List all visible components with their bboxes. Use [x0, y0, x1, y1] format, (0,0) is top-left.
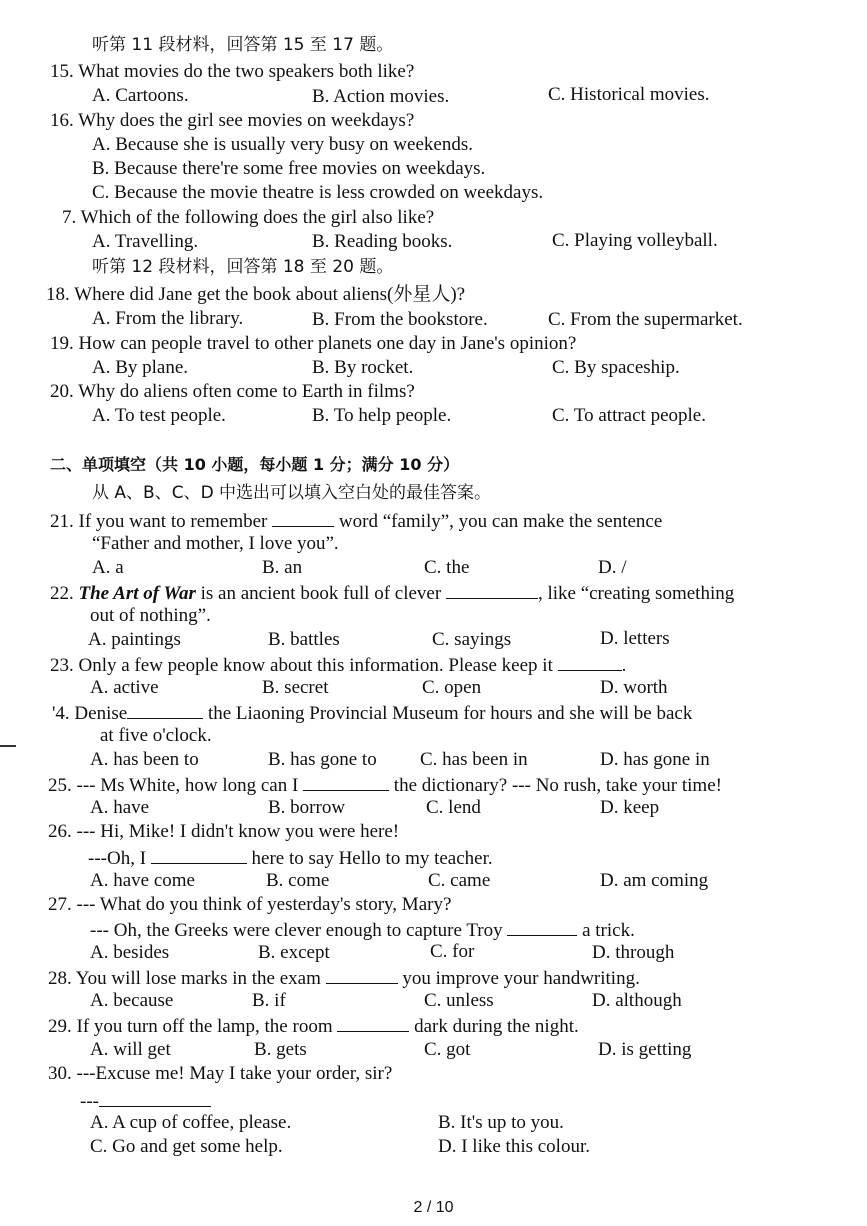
- q26-option-b: B. come: [266, 870, 330, 891]
- q30-dash: ---: [80, 1091, 99, 1112]
- listening-intro-12: 听第 12 段材料，回答第 18 至 20 题。: [92, 257, 394, 277]
- q24-option-c: C. has been in: [420, 749, 528, 770]
- q21-stem-part1: 21. If you want to remember: [50, 511, 268, 532]
- q26-stem: 26. --- Hi, Mike! I didn't know you were here!: [48, 821, 400, 842]
- q24-stem-part2: the Liaoning Provincial Museum for hours and she will be back: [207, 703, 693, 724]
- q18-option-c: C. From the supermarket.: [548, 309, 743, 330]
- q22-book-title: The Art of War: [78, 583, 196, 604]
- q29-stem-part1: 29. If you turn off the lamp, the room: [48, 1016, 333, 1037]
- q15-stem: 15. What movies do the two speakers both like?: [50, 61, 415, 82]
- q18-stem: 18. Where did Jane get the book about aliens(外星人)?: [46, 284, 466, 305]
- q21-option-a: A. a: [92, 557, 124, 578]
- q20-option-a: A. To test people.: [92, 405, 226, 426]
- q26-dialogue: [88, 846, 493, 870]
- answer-blank: [337, 1014, 409, 1032]
- q28-option-c: C. unless: [424, 990, 494, 1011]
- q15-option-a: A. Cartoons.: [92, 85, 189, 106]
- q19-option-a: A. By plane.: [92, 357, 189, 378]
- q23-option-b: B. secret: [262, 677, 329, 698]
- answer-blank: [127, 701, 203, 719]
- q29-option-b: B. gets: [254, 1039, 307, 1060]
- margin-mark: [0, 745, 16, 747]
- page-number: 2 / 10: [413, 1199, 454, 1216]
- q29-option-a: A. will get: [90, 1039, 171, 1060]
- q20-option-b: B. To help people.: [312, 405, 452, 426]
- q22-option-b: B. battles: [268, 629, 340, 650]
- q21-stem-part2: word “family”, you can make the sentence: [338, 511, 663, 532]
- q19-stem: 19. How can people travel to other planets one day in Jane's opinion?: [50, 333, 577, 354]
- section-instructions: 从 A、B、C、D 中选出可以填入空白处的最佳答案。: [92, 483, 492, 503]
- q18-option-b: B. From the bookstore.: [312, 309, 488, 330]
- q16-option-c: C. Because the movie theatre is less crowded on weekdays.: [92, 182, 544, 203]
- q25-stem-part2: the dictionary? --- No rush, take your time!: [393, 775, 722, 796]
- q25-option-c: C. lend: [426, 797, 481, 818]
- q23-option-a: A. active: [90, 677, 159, 698]
- q30-option-d: D. I like this colour.: [438, 1136, 590, 1157]
- q23-option-d: D. worth: [600, 677, 668, 698]
- q16-option-a: A. Because she is usually very busy on weekends.: [92, 134, 473, 155]
- q21-option-d: D. /: [598, 557, 627, 578]
- q19-option-c: C. By spaceship.: [552, 357, 680, 378]
- q29-option-c: C. got: [424, 1039, 471, 1060]
- q28-option-a: A. because: [90, 990, 174, 1011]
- q30-response: [80, 1089, 211, 1113]
- q16-option-b: B. Because there're some free movies on weekdays.: [92, 158, 486, 179]
- q22-option-c: C. sayings: [432, 629, 512, 650]
- q21-stem: [50, 509, 662, 533]
- q21-stem-line2: “Father and mother, I love you”.: [92, 533, 339, 554]
- q28-stem: [48, 966, 640, 990]
- q22-stem-line2: out of nothing”.: [90, 605, 211, 626]
- q20-stem: 20. Why do aliens often come to Earth in films?: [50, 381, 415, 402]
- q17-stem: 7. Which of the following does the girl also like?: [62, 207, 435, 228]
- q22-option-a: A. paintings: [88, 629, 181, 650]
- q20-option-c: C. To attract people.: [552, 405, 706, 426]
- q28-option-d: D. although: [592, 990, 682, 1011]
- q24-option-d: D. has gone in: [600, 749, 710, 770]
- q26-dialogue-part2: here to say Hello to my teacher.: [251, 848, 493, 869]
- q26-option-a: A. have come: [90, 870, 195, 891]
- q28-option-b: B. if: [252, 990, 286, 1011]
- section-heading: 二、单项填空（共 10 小题，每小题 1 分；满分 10 分）: [50, 455, 460, 474]
- q27-dialogue-part1: --- Oh, the Greeks were clever enough to capture Troy: [90, 920, 503, 941]
- answer-blank: [326, 966, 398, 984]
- listening-intro-11: 听第 11 段材料，回答第 15 至 17 题。: [92, 35, 394, 55]
- answer-blank: [507, 918, 577, 936]
- q24-stem-line2: at five o'clock.: [100, 725, 212, 746]
- q17-option-c: C. Playing volleyball.: [552, 230, 718, 251]
- q25-option-b: B. borrow: [268, 797, 346, 818]
- q24-stem-part1: '4. Denise: [52, 703, 128, 724]
- q28-stem-part1: 28. You will lose marks in the exam: [48, 968, 321, 989]
- q29-stem-part2: dark during the night.: [414, 1016, 579, 1037]
- q27-option-b: B. except: [258, 942, 330, 963]
- q17-option-b: B. Reading books.: [312, 231, 453, 252]
- q27-option-d: D. through: [592, 942, 675, 963]
- answer-blank: [151, 846, 247, 864]
- q27-stem: 27. --- What do you think of yesterday's story, Mary?: [48, 894, 452, 915]
- q15-option-c: C. Historical movies.: [548, 84, 710, 105]
- q17-option-a: A. Travelling.: [92, 231, 199, 252]
- answer-blank: [99, 1089, 211, 1107]
- q26-option-c: C. came: [428, 870, 491, 891]
- q19-option-b: B. By rocket.: [312, 357, 414, 378]
- q25-stem: [48, 773, 722, 797]
- q29-stem: [48, 1014, 579, 1038]
- q18-option-a: A. From the library.: [92, 308, 244, 329]
- q24-stem: [52, 701, 692, 725]
- q26-dialogue-part1: ---Oh, I: [88, 848, 147, 869]
- q24-option-a: A. has been to: [90, 749, 199, 770]
- q22-stem: [50, 581, 734, 605]
- q28-stem-part2: you improve your handwriting.: [402, 968, 640, 989]
- q30-option-a: A. A cup of coffee, please.: [90, 1112, 292, 1133]
- q25-option-a: A. have: [90, 797, 150, 818]
- answer-blank: [446, 581, 538, 599]
- q22-stem-part2: , like “creating something: [537, 583, 735, 604]
- q22-stem-part1: is an ancient book full of clever: [200, 583, 442, 604]
- q23-stem-part2: .: [621, 655, 627, 676]
- q15-option-b: B. Action movies.: [312, 86, 450, 107]
- q23-option-c: C. open: [422, 677, 482, 698]
- q30-option-b: B. It's up to you.: [438, 1112, 564, 1133]
- q21-option-c: C. the: [424, 557, 470, 578]
- answer-blank: [558, 653, 622, 671]
- q23-stem: [50, 653, 626, 677]
- answer-blank: [272, 509, 334, 527]
- q27-dialogue: [90, 918, 635, 942]
- q29-option-d: D. is getting: [598, 1039, 692, 1060]
- q25-stem-part1: 25. --- Ms White, how long can I: [48, 775, 299, 796]
- q27-dialogue-part2: a trick.: [582, 920, 635, 941]
- answer-blank: [303, 773, 389, 791]
- q16-stem: 16. Why does the girl see movies on weekdays?: [50, 110, 415, 131]
- q22-option-d: D. letters: [600, 628, 670, 649]
- q25-option-d: D. keep: [600, 797, 660, 818]
- q30-option-c: C. Go and get some help.: [90, 1136, 283, 1157]
- q27-option-a: A. besides: [90, 942, 170, 963]
- q26-option-d: D. am coming: [600, 870, 709, 891]
- q21-option-b: B. an: [262, 557, 303, 578]
- q27-option-c: C. for: [430, 941, 475, 962]
- q23-stem-part1: 23. Only a few people know about this information. Please keep it: [50, 655, 553, 676]
- q22-number: 22.: [50, 583, 74, 604]
- q24-option-b: B. has gone to: [268, 749, 377, 770]
- q30-stem: 30. ---Excuse me! May I take your order, sir?: [48, 1063, 393, 1084]
